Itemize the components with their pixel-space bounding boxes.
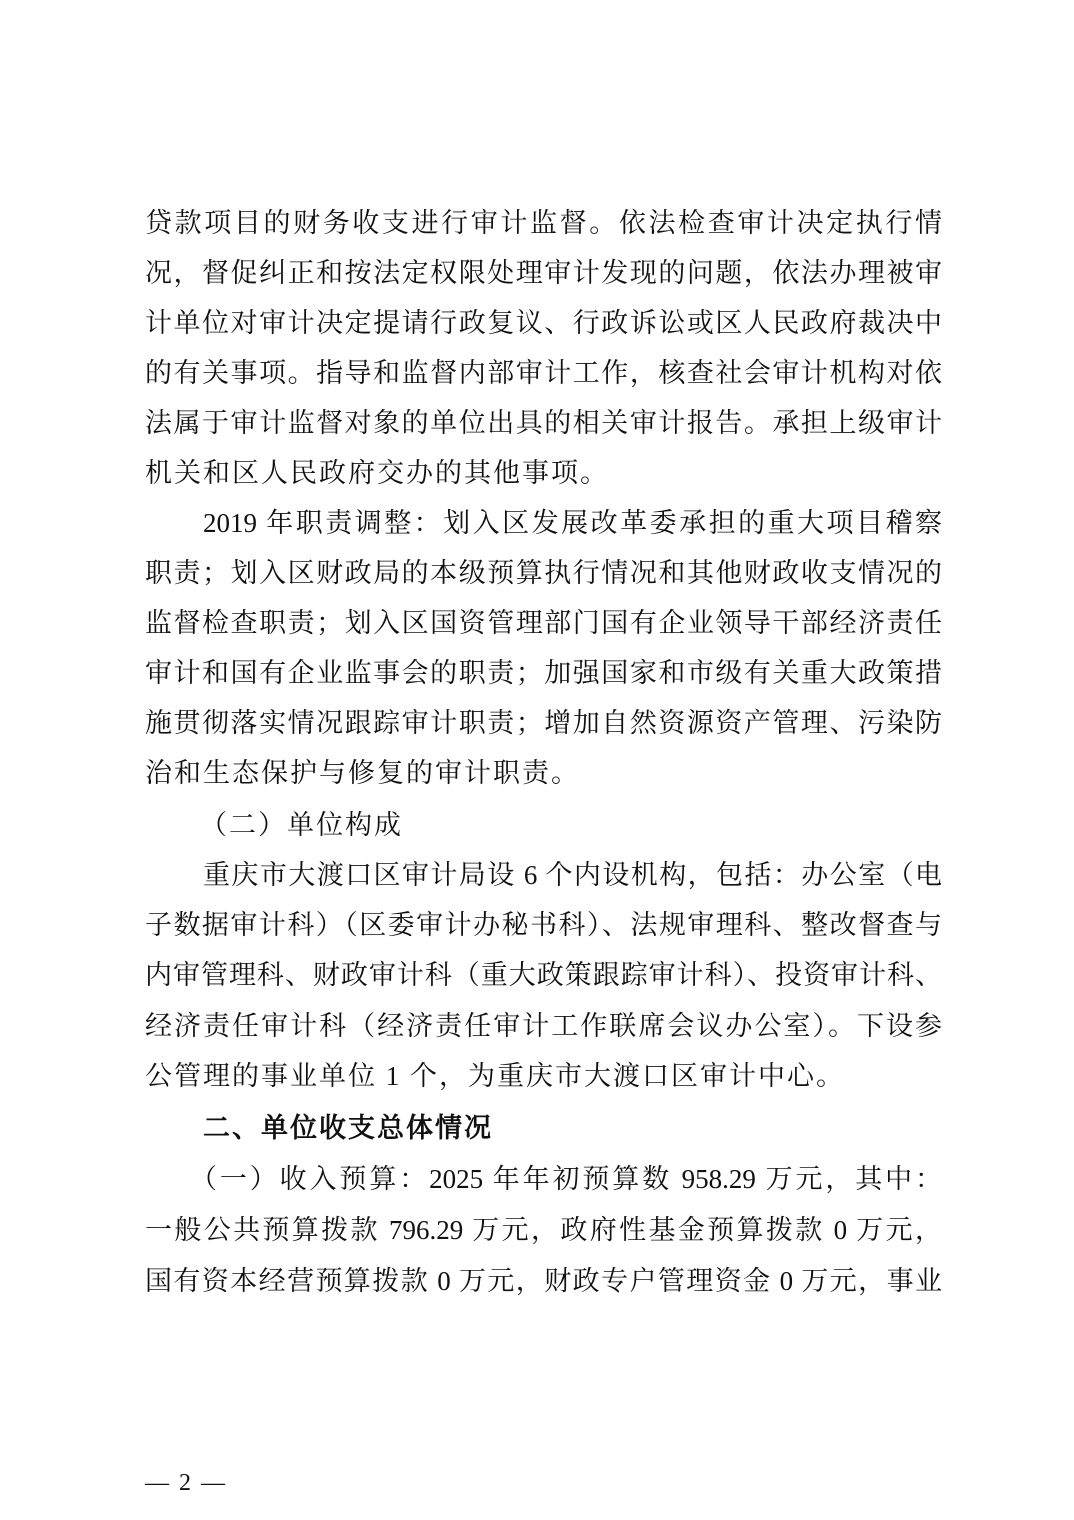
text-line: 计单位对审计决定提请行政复议、行政诉讼或区人民政府裁决中 <box>145 308 942 338</box>
text-line: 贷款项目的财务收支进行审计监督。依法检查审计决定执行情 <box>145 208 942 238</box>
section-heading: 二、单位收支总体情况 <box>203 1113 493 1143</box>
text-line: 监督检查职责；划入区国资管理部门国有企业领导干部经济责任 <box>145 608 942 638</box>
text-line: 治和生态保护与修复的审计职责。 <box>145 758 580 788</box>
text-line: 国有资本经营预算拨款 0 万元，财政专户管理资金 0 万元，事业 <box>145 1266 942 1296</box>
text-line: 法属于审计监督对象的单位出具的相关审计报告。承担上级审计 <box>145 408 942 438</box>
subheading: （二）单位构成 <box>200 810 403 840</box>
text-line: 况，督促纠正和按法定权限处理审计发现的问题，依法办理被审 <box>145 258 942 288</box>
text-line: 的有关事项。指导和监督内部审计工作，核查社会审计机构对依 <box>145 358 942 388</box>
text-line: 经济责任审计科（经济责任审计工作联席会议办公室）。下设参 <box>145 1011 942 1041</box>
text-line: 2019 年职责调整：划入区发展改革委承担的重大项目稽察 <box>203 508 942 538</box>
text-line: 内审管理科、财政审计科（重大政策跟踪审计科）、投资审计科、 <box>145 960 942 990</box>
text-line: 施贯彻落实情况跟踪审计职责；增加自然资源资产管理、污染防 <box>145 708 942 738</box>
text-line: 重庆市大渡口区审计局设 6 个内设机构，包括：办公室（电 <box>203 860 942 890</box>
text-line: （一）收入预算：2025 年年初预算数 958.29 万元，其中： <box>190 1164 942 1194</box>
text-line: 职责；划入区财政局的本级预算执行情况和其他财政收支情况的 <box>145 558 942 588</box>
text-line: 一般公共预算拨款 796.29 万元，政府性基金预算拨款 0 万元， <box>145 1215 942 1245</box>
text-line: 子数据审计科）（区委审计办秘书科）、法规审理科、整改督查与 <box>145 910 942 940</box>
text-line: 公管理的事业单位 1 个，为重庆市大渡口区审计中心。 <box>145 1061 845 1091</box>
text-line: 机关和区人民政府交办的其他事项。 <box>145 458 609 488</box>
text-line: 审计和国有企业监事会的职责；加强国家和市级有关重大政策措 <box>145 658 942 688</box>
page-number: — 2 — <box>145 1470 227 1496</box>
